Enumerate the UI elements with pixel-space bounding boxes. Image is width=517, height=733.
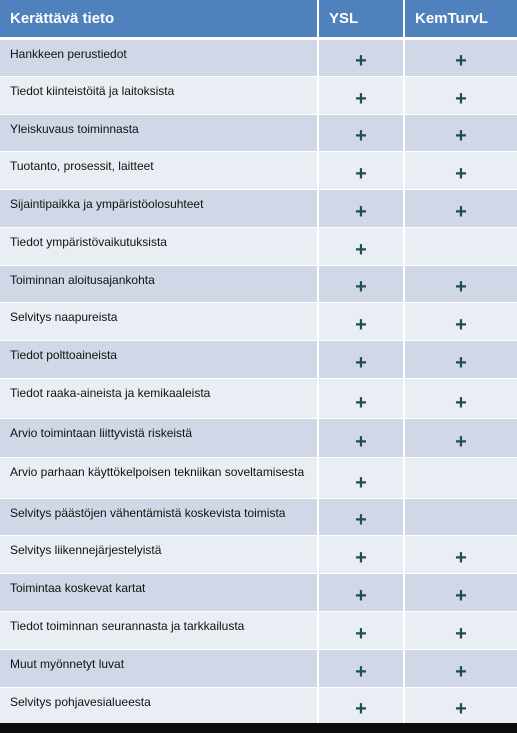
bottom-bar bbox=[0, 723, 517, 733]
kemturvl-plus-icon: + bbox=[404, 536, 517, 574]
table-row bbox=[0, 650, 517, 688]
table-row bbox=[0, 77, 517, 115]
kemturvl-plus-icon: + bbox=[404, 77, 517, 115]
table-row bbox=[0, 190, 517, 228]
row-label: Selvitys päästöjen vähentämistä koskevista toimista bbox=[0, 499, 318, 536]
ysl-plus-icon: + bbox=[318, 574, 404, 612]
kemturvl-plus-icon bbox=[404, 228, 517, 266]
kemturvl-plus-icon: + bbox=[404, 190, 517, 228]
ysl-plus-icon: + bbox=[318, 39, 404, 77]
table-row bbox=[0, 152, 517, 190]
table-row bbox=[0, 688, 517, 725]
row-label: Selvitys pohjavesialueesta bbox=[0, 688, 318, 725]
row-label: Tiedot kiinteistöitä ja laitoksista bbox=[0, 77, 318, 115]
kemturvl-plus-icon: + bbox=[404, 650, 517, 688]
ysl-plus-icon: + bbox=[318, 688, 404, 725]
row-label: Tiedot polttoaineista bbox=[0, 341, 318, 379]
row-label: Yleiskuvaus toiminnasta bbox=[0, 115, 318, 152]
kemturvl-plus-icon bbox=[404, 458, 517, 499]
row-label: Arvio toimintaan liittyvistä riskeistä bbox=[0, 419, 318, 458]
table-row bbox=[0, 115, 517, 152]
ysl-plus-icon: + bbox=[318, 303, 404, 341]
ysl-plus-icon: + bbox=[318, 499, 404, 536]
kemturvl-plus-icon bbox=[404, 499, 517, 536]
table-row bbox=[0, 458, 517, 499]
row-label: Toimintaa koskevat kartat bbox=[0, 574, 318, 612]
table-header-row bbox=[0, 0, 517, 39]
ysl-plus-icon: + bbox=[318, 419, 404, 458]
kemturvl-plus-icon: + bbox=[404, 303, 517, 341]
table-row bbox=[0, 536, 517, 574]
row-label: Hankkeen perustiedot bbox=[0, 39, 318, 77]
table-row bbox=[0, 266, 517, 303]
table-row bbox=[0, 303, 517, 341]
header-ysl: YSL bbox=[318, 0, 404, 39]
ysl-plus-icon: + bbox=[318, 266, 404, 303]
header-collected-info: Kerättävä tieto bbox=[0, 0, 318, 39]
kemturvl-plus-icon: + bbox=[404, 574, 517, 612]
kemturvl-plus-icon: + bbox=[404, 115, 517, 152]
row-label: Tuotanto, prosessit, laitteet bbox=[0, 152, 318, 190]
table-row bbox=[0, 379, 517, 419]
table-row bbox=[0, 341, 517, 379]
ysl-plus-icon: + bbox=[318, 612, 404, 650]
row-label: Toiminnan aloitusajankohta bbox=[0, 266, 318, 303]
kemturvl-plus-icon: + bbox=[404, 152, 517, 190]
kemturvl-plus-icon: + bbox=[404, 341, 517, 379]
ysl-plus-icon: + bbox=[318, 115, 404, 152]
header-kemturvl: KemTurvL bbox=[404, 0, 517, 39]
row-label: Arvio parhaan käyttökelpoisen tekniikan soveltamisesta bbox=[0, 458, 318, 499]
kemturvl-plus-icon: + bbox=[404, 266, 517, 303]
table-row bbox=[0, 39, 517, 77]
row-label: Muut myönnetyt luvat bbox=[0, 650, 318, 688]
row-label: Tiedot raaka-aineista ja kemikaaleista bbox=[0, 379, 318, 419]
ysl-plus-icon: + bbox=[318, 650, 404, 688]
ysl-plus-icon: + bbox=[318, 228, 404, 266]
row-label: Tiedot toiminnan seurannasta ja tarkkailusta bbox=[0, 612, 318, 650]
ysl-plus-icon: + bbox=[318, 536, 404, 574]
ysl-plus-icon: + bbox=[318, 190, 404, 228]
ysl-plus-icon: + bbox=[318, 341, 404, 379]
kemturvl-plus-icon: + bbox=[404, 612, 517, 650]
kemturvl-plus-icon: + bbox=[404, 39, 517, 77]
table-row bbox=[0, 612, 517, 650]
table-row bbox=[0, 574, 517, 612]
ysl-plus-icon: + bbox=[318, 77, 404, 115]
table-row bbox=[0, 419, 517, 458]
row-label: Selvitys liikennejärjestelyistä bbox=[0, 536, 318, 574]
ysl-plus-icon: + bbox=[318, 379, 404, 419]
ysl-plus-icon: + bbox=[318, 152, 404, 190]
kemturvl-plus-icon: + bbox=[404, 379, 517, 419]
kemturvl-plus-icon: + bbox=[404, 419, 517, 458]
kemturvl-plus-icon: + bbox=[404, 688, 517, 725]
table-row bbox=[0, 228, 517, 266]
table-row bbox=[0, 499, 517, 536]
row-label: Selvitys naapureista bbox=[0, 303, 318, 341]
row-label: Tiedot ympäristövaikutuksista bbox=[0, 228, 318, 266]
row-label: Sijaintipaikka ja ympäristöolosuhteet bbox=[0, 190, 318, 228]
ysl-plus-icon: + bbox=[318, 458, 404, 499]
